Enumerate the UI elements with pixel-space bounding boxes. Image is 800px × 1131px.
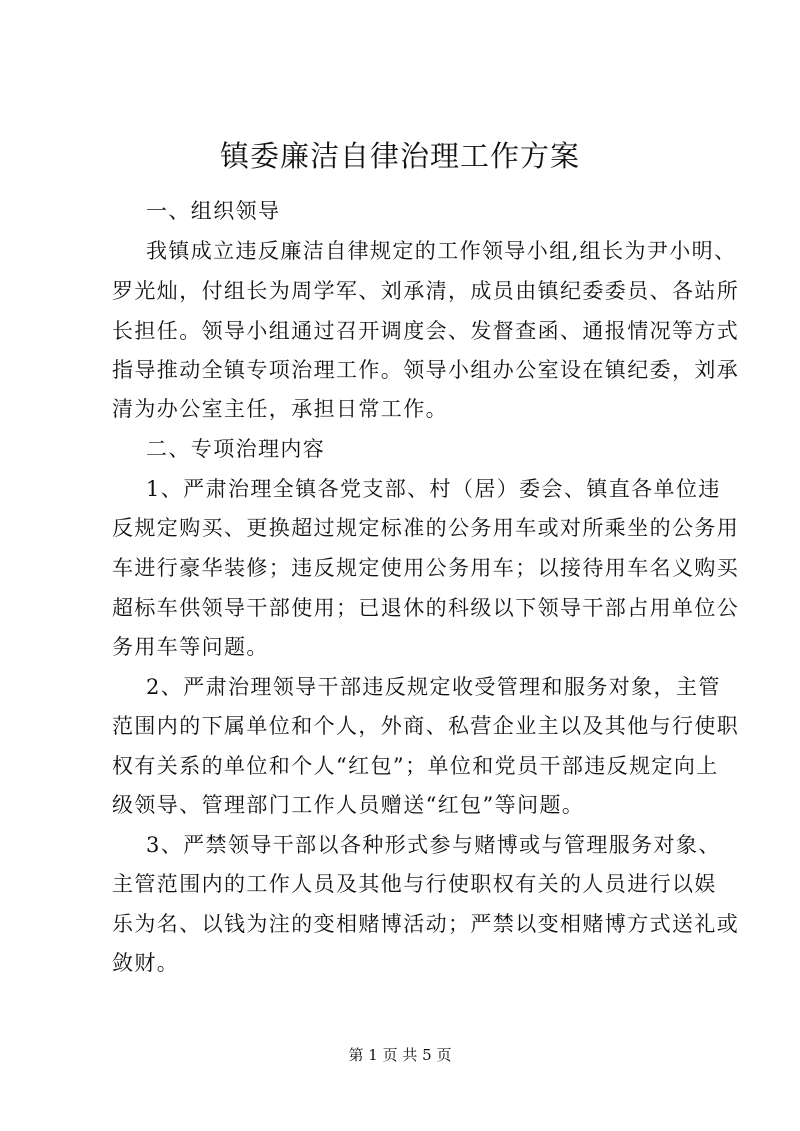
paragraph-line: 反规定购买、更换超过规定标准的公务用车或对所乘坐的公务用 bbox=[112, 516, 740, 540]
paragraph-line: 2、严肃治理领导干部违反规定收受管理和服务对象，主管 bbox=[146, 675, 721, 699]
section-heading-organization: 一、组织领导 bbox=[146, 199, 281, 223]
paragraph-line: 车进行豪华装修；违反规定使用公务用车；以接待用车名义购买 bbox=[112, 556, 740, 580]
paragraph-line: 权有关系的单位和个人“红包”；单位和党员干部违反规定向上 bbox=[112, 754, 719, 778]
paragraph-line: 我镇成立违反廉洁自律规定的工作领导小组,组长为尹小明、 bbox=[146, 239, 737, 263]
paragraph-line: 敛财。 bbox=[112, 951, 180, 975]
paragraph-line: 长担任。领导小组通过召开调度会、发督查函、通报情况等方式 bbox=[112, 319, 740, 343]
paragraph-line: 3、严禁领导干部以各种形式参与赌博或与管理服务对象、 bbox=[146, 833, 721, 857]
page-footer: 第 1 页 共 5 页 bbox=[348, 1046, 452, 1064]
paragraph-line: 务用车等问题。 bbox=[112, 635, 269, 659]
paragraph-line: 乐为名、以钱为注的变相赌博活动；严禁以变相赌博方式送礼或 bbox=[112, 912, 740, 936]
section-heading-special-treatment: 二、专项治理内容 bbox=[146, 437, 326, 461]
paragraph-line: 罗光灿，付组长为周学军、刘承清，成员由镇纪委委员、各站所 bbox=[112, 279, 740, 303]
paragraph-line: 1、严肃治理全镇各党支部、村（居）委会、镇直各单位违 bbox=[146, 477, 721, 501]
paragraph-line: 范围内的下属单位和个人，外商、私营企业主以及其他与行使职 bbox=[112, 714, 740, 738]
paragraph-line: 清为办公室主任，承担日常工作。 bbox=[112, 397, 448, 421]
document-title: 镇委廉洁自律治理工作方案 bbox=[219, 139, 580, 173]
paragraph-line: 级领导、管理部门工作人员赠送“红包”等问题。 bbox=[112, 793, 585, 817]
paragraph-line: 主管范围内的工作人员及其他与行使职权有关的人员进行以娱 bbox=[112, 872, 717, 896]
paragraph-line: 指导推动全镇专项治理工作。领导小组办公室设在镇纪委，刘承 bbox=[112, 358, 740, 382]
paragraph-line: 超标车供领导干部使用；已退休的科级以下领导干部占用单位公 bbox=[112, 596, 740, 620]
